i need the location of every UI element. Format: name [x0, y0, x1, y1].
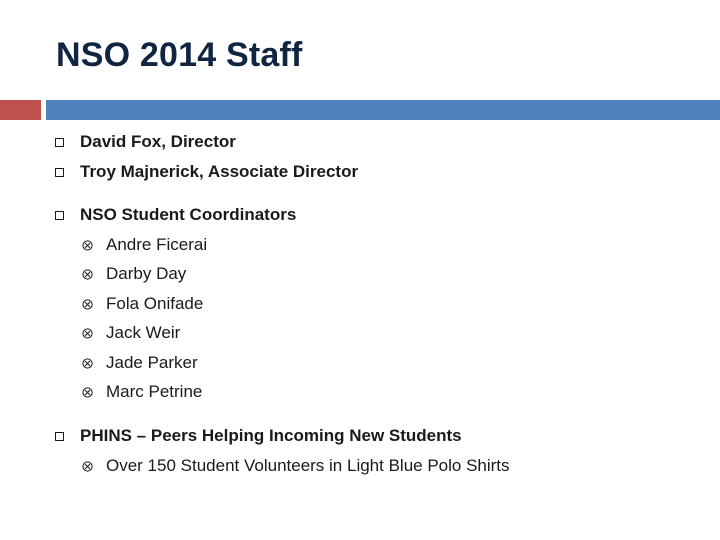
circled-cross-bullet-icon — [82, 387, 93, 398]
circled-cross-bullet-icon — [82, 240, 93, 251]
circled-cross-bullet-icon — [82, 461, 93, 472]
circled-cross-bullet-icon — [82, 299, 93, 310]
square-bullet-icon — [55, 432, 64, 441]
bullet-associate-director: Troy Majnerick, Associate Director — [80, 162, 359, 181]
square-bullet-icon — [55, 168, 64, 177]
coordinator-item: Jack Weir — [106, 323, 181, 342]
bullet-phins: PHINS – Peers Helping Incoming New Students — [80, 426, 462, 445]
coordinator-item: Darby Day — [106, 264, 187, 283]
accent-bar-red — [0, 100, 41, 120]
square-bullet-icon — [55, 211, 64, 220]
bullet-director: David Fox, Director — [80, 132, 236, 151]
circled-cross-bullet-icon — [82, 358, 93, 369]
coordinator-item: Fola Onifade — [106, 294, 204, 313]
slide-title: NSO 2014 Staff — [56, 36, 303, 74]
circled-cross-bullet-icon — [82, 269, 93, 280]
accent-bar-blue — [46, 100, 720, 120]
phins-volunteers-item: Over 150 Student Volunteers in Light Blue Polo Shirts — [106, 456, 510, 475]
circled-cross-bullet-icon — [82, 328, 93, 339]
coordinator-item: Andre Ficerai — [106, 235, 208, 254]
coordinator-item: Marc Petrine — [106, 382, 203, 401]
bullet-student-coordinators: NSO Student Coordinators — [80, 205, 297, 224]
square-bullet-icon — [55, 138, 64, 147]
coordinator-item: Jade Parker — [106, 353, 198, 372]
